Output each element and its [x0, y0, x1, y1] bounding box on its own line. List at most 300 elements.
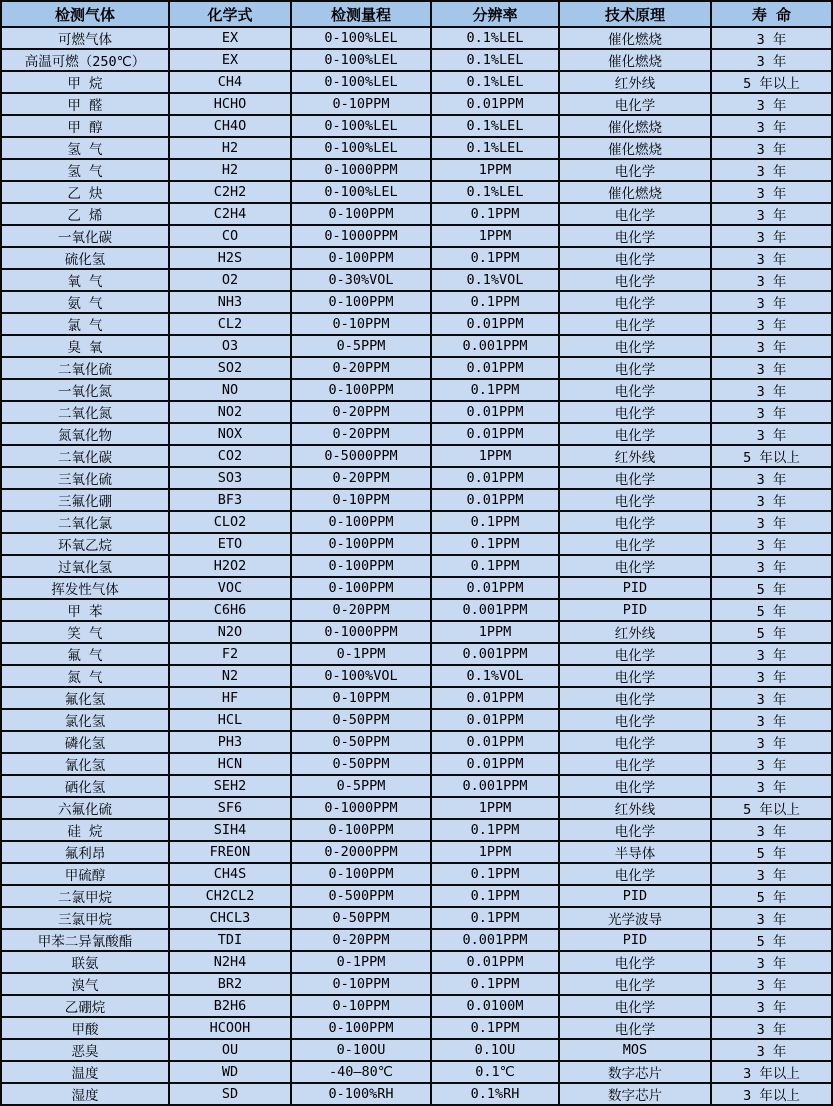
cell-principle: 电化学: [559, 555, 711, 577]
table-row: [1, 93, 832, 115]
cell-range: 0-5PPM: [291, 335, 431, 357]
cell-lifespan: 3 年: [711, 203, 832, 225]
cell-formula: CO: [169, 225, 291, 247]
cell-formula: CH4S: [169, 863, 291, 885]
cell-range: 0-100PPM: [291, 555, 431, 577]
table-row: [1, 313, 832, 335]
cell-gas: 硒化氢: [1, 775, 169, 797]
cell-range: 0-1000PPM: [291, 797, 431, 819]
cell-gas: 氟 气: [1, 643, 169, 665]
cell-range: 0-100PPM: [291, 511, 431, 533]
table-row: [1, 819, 832, 841]
cell-principle: PID: [559, 885, 711, 907]
cell-range: 0-20PPM: [291, 467, 431, 489]
table-row: [1, 445, 832, 467]
table-row: [1, 71, 832, 93]
cell-gas: 氯化氢: [1, 709, 169, 731]
cell-range: 0-100PPM: [291, 533, 431, 555]
cell-lifespan: 3 年: [711, 357, 832, 379]
cell-range: 0-10PPM: [291, 995, 431, 1017]
cell-lifespan: 3 年: [711, 973, 832, 995]
cell-range: 0-100PPM: [291, 577, 431, 599]
cell-gas: 氢 气: [1, 159, 169, 181]
cell-gas: 六氟化硫: [1, 797, 169, 819]
cell-range: 0-10PPM: [291, 93, 431, 115]
table-row: [1, 951, 832, 973]
cell-gas: 一氧化碳: [1, 225, 169, 247]
cell-resolution: 0.1PPM: [431, 1017, 559, 1039]
cell-formula: NOX: [169, 423, 291, 445]
cell-range: 0-10PPM: [291, 313, 431, 335]
table-row: [1, 907, 832, 929]
table-row: [1, 731, 832, 753]
cell-range: 0-1000PPM: [291, 225, 431, 247]
cell-range: 0-50PPM: [291, 709, 431, 731]
table-row: [1, 797, 832, 819]
cell-lifespan: 5 年以上: [711, 71, 832, 93]
cell-lifespan: 3 年: [711, 731, 832, 753]
cell-gas: 甲 醇: [1, 115, 169, 137]
table-row: [1, 137, 832, 159]
cell-lifespan: 3 年: [711, 423, 832, 445]
cell-formula: C2H2: [169, 181, 291, 203]
cell-resolution: 0.1PPM: [431, 247, 559, 269]
cell-resolution: 1PPM: [431, 621, 559, 643]
cell-resolution: 0.1%VOL: [431, 269, 559, 291]
cell-lifespan: 3 年: [711, 1039, 832, 1061]
cell-gas: 氨 气: [1, 291, 169, 313]
cell-principle: 电化学: [559, 973, 711, 995]
cell-principle: 电化学: [559, 1017, 711, 1039]
cell-formula: NH3: [169, 291, 291, 313]
cell-resolution: 0.01PPM: [431, 93, 559, 115]
cell-resolution: 0.01PPM: [431, 753, 559, 775]
cell-resolution: 0.01PPM: [431, 709, 559, 731]
cell-range: 0-1PPM: [291, 951, 431, 973]
cell-gas: 二氯甲烷: [1, 885, 169, 907]
cell-resolution: 0.001PPM: [431, 599, 559, 621]
cell-lifespan: 5 年: [711, 577, 832, 599]
cell-formula: CO2: [169, 445, 291, 467]
cell-lifespan: 3 年: [711, 863, 832, 885]
table-row: [1, 423, 832, 445]
cell-lifespan: 3 年: [711, 247, 832, 269]
cell-formula: O2: [169, 269, 291, 291]
cell-principle: 电化学: [559, 511, 711, 533]
table-row: [1, 577, 832, 599]
cell-lifespan: 3 年: [711, 489, 832, 511]
cell-gas: 甲酸: [1, 1017, 169, 1039]
col-header-formula: 化学式: [169, 1, 291, 27]
cell-formula: CHCL3: [169, 907, 291, 929]
cell-principle: 催化燃烧: [559, 27, 711, 49]
cell-resolution: 0.1PPM: [431, 379, 559, 401]
cell-resolution: 0.01PPM: [431, 313, 559, 335]
table-row: [1, 885, 832, 907]
cell-gas: 甲 醛: [1, 93, 169, 115]
cell-principle: 电化学: [559, 313, 711, 335]
cell-resolution: 0.1%LEL: [431, 137, 559, 159]
cell-range: 0-5000PPM: [291, 445, 431, 467]
cell-principle: PID: [559, 929, 711, 951]
cell-range: 0-100%LEL: [291, 27, 431, 49]
cell-lifespan: 5 年: [711, 841, 832, 863]
table-row: [1, 533, 832, 555]
cell-range: 0-100%LEL: [291, 115, 431, 137]
cell-principle: 光学波导: [559, 907, 711, 929]
cell-lifespan: 3 年: [711, 819, 832, 841]
cell-lifespan: 3 年: [711, 225, 832, 247]
cell-formula: BF3: [169, 489, 291, 511]
cell-formula: EX: [169, 27, 291, 49]
cell-principle: 催化燃烧: [559, 137, 711, 159]
cell-principle: 电化学: [559, 863, 711, 885]
cell-formula: H2: [169, 137, 291, 159]
table-row: [1, 203, 832, 225]
cell-lifespan: 3 年: [711, 665, 832, 687]
table-row: [1, 973, 832, 995]
table-row: [1, 181, 832, 203]
cell-principle: 半导体: [559, 841, 711, 863]
cell-gas: 氰化氢: [1, 753, 169, 775]
cell-formula: BR2: [169, 973, 291, 995]
cell-formula: O3: [169, 335, 291, 357]
cell-principle: 催化燃烧: [559, 181, 711, 203]
cell-resolution: 0.01PPM: [431, 687, 559, 709]
cell-range: 0-1PPM: [291, 643, 431, 665]
cell-lifespan: 3 年: [711, 335, 832, 357]
cell-range: 0-1000PPM: [291, 621, 431, 643]
cell-principle: 电化学: [559, 269, 711, 291]
cell-range: 0-100%LEL: [291, 137, 431, 159]
cell-principle: 红外线: [559, 621, 711, 643]
cell-gas: 三氟化硼: [1, 489, 169, 511]
cell-range: 0-50PPM: [291, 753, 431, 775]
header-row: [1, 1, 832, 27]
cell-range: 0-10OU: [291, 1039, 431, 1061]
cell-resolution: 0.1%LEL: [431, 49, 559, 71]
cell-principle: 电化学: [559, 775, 711, 797]
col-header-principle: 技术原理: [559, 1, 711, 27]
cell-gas: 甲苯二异氰酸酯: [1, 929, 169, 951]
table-row: [1, 225, 832, 247]
cell-gas: 乙 炔: [1, 181, 169, 203]
cell-principle: 电化学: [559, 203, 711, 225]
cell-lifespan: 5 年: [711, 885, 832, 907]
cell-principle: 电化学: [559, 753, 711, 775]
table-row: [1, 379, 832, 401]
cell-gas: 甲 烷: [1, 71, 169, 93]
cell-formula: SO3: [169, 467, 291, 489]
cell-lifespan: 3 年: [711, 907, 832, 929]
cell-gas: 可燃气体: [1, 27, 169, 49]
cell-range: 0-100%LEL: [291, 181, 431, 203]
table-row: [1, 335, 832, 357]
table-row: [1, 269, 832, 291]
cell-range: 0-100PPM: [291, 819, 431, 841]
cell-range: 0-50PPM: [291, 731, 431, 753]
table-row: [1, 247, 832, 269]
table-row: [1, 115, 832, 137]
cell-formula: HCOOH: [169, 1017, 291, 1039]
cell-lifespan: 3 年: [711, 995, 832, 1017]
cell-principle: 电化学: [559, 247, 711, 269]
cell-principle: 数字芯片: [559, 1061, 711, 1083]
cell-principle: 数字芯片: [559, 1083, 711, 1105]
cell-resolution: 0.01PPM: [431, 423, 559, 445]
cell-formula: C2H4: [169, 203, 291, 225]
cell-formula: FREON: [169, 841, 291, 863]
cell-lifespan: 3 年: [711, 643, 832, 665]
cell-range: 0-100PPM: [291, 379, 431, 401]
cell-principle: 电化学: [559, 93, 711, 115]
cell-gas: 乙硼烷: [1, 995, 169, 1017]
cell-range: 0-10PPM: [291, 973, 431, 995]
cell-formula: EX: [169, 49, 291, 71]
table-row: [1, 357, 832, 379]
cell-gas: 三氯甲烷: [1, 907, 169, 929]
cell-formula: HCHO: [169, 93, 291, 115]
cell-principle: 电化学: [559, 643, 711, 665]
cell-range: 0-100%VOL: [291, 665, 431, 687]
cell-resolution: 0.1PPM: [431, 973, 559, 995]
cell-lifespan: 3 年: [711, 269, 832, 291]
cell-range: 0-30%VOL: [291, 269, 431, 291]
cell-formula: OU: [169, 1039, 291, 1061]
cell-principle: MOS: [559, 1039, 711, 1061]
cell-gas: 氢 气: [1, 137, 169, 159]
cell-gas: 溴气: [1, 973, 169, 995]
table-row: [1, 1039, 832, 1061]
table-row: [1, 775, 832, 797]
cell-resolution: 0.1PPM: [431, 511, 559, 533]
cell-resolution: 0.1PPM: [431, 291, 559, 313]
table-row: [1, 709, 832, 731]
cell-resolution: 0.1PPM: [431, 555, 559, 577]
table-row: [1, 995, 832, 1017]
table-body: [1, 27, 832, 1105]
cell-gas: 一氧化氮: [1, 379, 169, 401]
cell-resolution: 0.1PPM: [431, 907, 559, 929]
cell-gas: 温度: [1, 1061, 169, 1083]
cell-principle: PID: [559, 577, 711, 599]
cell-lifespan: 5 年以上: [711, 797, 832, 819]
cell-lifespan: 3 年: [711, 775, 832, 797]
cell-resolution: 0.1%VOL: [431, 665, 559, 687]
cell-gas: 挥发性气体: [1, 577, 169, 599]
cell-formula: NO: [169, 379, 291, 401]
cell-formula: F2: [169, 643, 291, 665]
cell-gas: 乙 烯: [1, 203, 169, 225]
cell-resolution: 0.01PPM: [431, 401, 559, 423]
table-row: [1, 599, 832, 621]
cell-resolution: 0.01PPM: [431, 731, 559, 753]
cell-principle: 电化学: [559, 335, 711, 357]
cell-resolution: 0.001PPM: [431, 335, 559, 357]
cell-range: 0-1000PPM: [291, 159, 431, 181]
cell-principle: 电化学: [559, 423, 711, 445]
cell-principle: 红外线: [559, 797, 711, 819]
cell-resolution: 0.01PPM: [431, 577, 559, 599]
cell-range: 0-100PPM: [291, 247, 431, 269]
cell-resolution: 0.01PPM: [431, 357, 559, 379]
cell-resolution: 0.001PPM: [431, 929, 559, 951]
cell-gas: 甲硫醇: [1, 863, 169, 885]
cell-principle: 电化学: [559, 291, 711, 313]
table-row: [1, 555, 832, 577]
cell-range: 0-20PPM: [291, 929, 431, 951]
cell-resolution: 0.1%LEL: [431, 71, 559, 93]
cell-formula: CL2: [169, 313, 291, 335]
cell-formula: SIH4: [169, 819, 291, 841]
table-row: [1, 1083, 832, 1105]
cell-resolution: 1PPM: [431, 159, 559, 181]
cell-principle: 电化学: [559, 709, 711, 731]
table-row: [1, 841, 832, 863]
cell-formula: TDI: [169, 929, 291, 951]
cell-gas: 二氧化碳: [1, 445, 169, 467]
cell-formula: H2: [169, 159, 291, 181]
cell-gas: 高温可燃（250℃）: [1, 49, 169, 71]
cell-gas: 氮 气: [1, 665, 169, 687]
cell-lifespan: 3 年: [711, 753, 832, 775]
cell-range: -40—80℃: [291, 1061, 431, 1083]
cell-gas: 磷化氢: [1, 731, 169, 753]
cell-resolution: 0.001PPM: [431, 775, 559, 797]
cell-formula: NO2: [169, 401, 291, 423]
col-header-resolution: 分辨率: [431, 1, 559, 27]
cell-lifespan: 3 年: [711, 709, 832, 731]
cell-resolution: 0.1OU: [431, 1039, 559, 1061]
cell-formula: SO2: [169, 357, 291, 379]
cell-principle: 电化学: [559, 379, 711, 401]
cell-formula: N2H4: [169, 951, 291, 973]
cell-gas: 过氧化氢: [1, 555, 169, 577]
cell-formula: WD: [169, 1061, 291, 1083]
cell-lifespan: 3 年: [711, 687, 832, 709]
cell-lifespan: 3 年: [711, 951, 832, 973]
cell-lifespan: 5 年: [711, 929, 832, 951]
col-header-lifespan: 寿 命: [711, 1, 832, 27]
cell-resolution: 0.1%RH: [431, 1083, 559, 1105]
cell-principle: 电化学: [559, 819, 711, 841]
cell-lifespan: 3 年: [711, 159, 832, 181]
table-row: [1, 467, 832, 489]
cell-resolution: 0.1PPM: [431, 203, 559, 225]
cell-range: 0-100PPM: [291, 863, 431, 885]
cell-resolution: 1PPM: [431, 225, 559, 247]
cell-principle: 电化学: [559, 489, 711, 511]
cell-resolution: 0.1%LEL: [431, 115, 559, 137]
cell-formula: PH3: [169, 731, 291, 753]
cell-resolution: 1PPM: [431, 797, 559, 819]
cell-gas: 笑 气: [1, 621, 169, 643]
cell-resolution: 0.1℃: [431, 1061, 559, 1083]
table-row: [1, 489, 832, 511]
table-row: [1, 929, 832, 951]
cell-resolution: 0.1PPM: [431, 533, 559, 555]
cell-gas: 恶臭: [1, 1039, 169, 1061]
cell-principle: 催化燃烧: [559, 115, 711, 137]
cell-lifespan: 3 年: [711, 511, 832, 533]
cell-principle: 电化学: [559, 665, 711, 687]
cell-lifespan: 5 年: [711, 621, 832, 643]
cell-principle: 红外线: [559, 445, 711, 467]
cell-range: 0-100PPM: [291, 1017, 431, 1039]
cell-range: 0-20PPM: [291, 599, 431, 621]
cell-lifespan: 5 年: [711, 599, 832, 621]
cell-lifespan: 3 年: [711, 115, 832, 137]
cell-lifespan: 3 年: [711, 93, 832, 115]
cell-formula: N2: [169, 665, 291, 687]
cell-principle: 电化学: [559, 159, 711, 181]
cell-formula: B2H6: [169, 995, 291, 1017]
cell-lifespan: 3 年: [711, 181, 832, 203]
cell-principle: 电化学: [559, 467, 711, 489]
cell-formula: SEH2: [169, 775, 291, 797]
cell-resolution: 0.1%LEL: [431, 27, 559, 49]
cell-formula: CH4O: [169, 115, 291, 137]
cell-lifespan: 3 年: [711, 27, 832, 49]
cell-lifespan: 3 年: [711, 467, 832, 489]
cell-lifespan: 3 年以上: [711, 1061, 832, 1083]
cell-resolution: 1PPM: [431, 841, 559, 863]
cell-gas: 湿度: [1, 1083, 169, 1105]
cell-range: 0-100%LEL: [291, 49, 431, 71]
cell-range: 0-500PPM: [291, 885, 431, 907]
cell-principle: 电化学: [559, 951, 711, 973]
cell-gas: 氧 气: [1, 269, 169, 291]
table-row: [1, 621, 832, 643]
cell-principle: 电化学: [559, 225, 711, 247]
table-row: [1, 753, 832, 775]
cell-lifespan: 3 年: [711, 137, 832, 159]
cell-resolution: 0.1%LEL: [431, 181, 559, 203]
cell-range: 0-5PPM: [291, 775, 431, 797]
cell-gas: 氟化氢: [1, 687, 169, 709]
cell-range: 0-100PPM: [291, 203, 431, 225]
table-row: [1, 1061, 832, 1083]
cell-resolution: 0.1PPM: [431, 885, 559, 907]
cell-lifespan: 3 年: [711, 1017, 832, 1039]
cell-lifespan: 3 年以上: [711, 1083, 832, 1105]
cell-formula: VOC: [169, 577, 291, 599]
cell-formula: CLO2: [169, 511, 291, 533]
cell-resolution: 0.01PPM: [431, 951, 559, 973]
cell-range: 0-10PPM: [291, 687, 431, 709]
cell-gas: 联氨: [1, 951, 169, 973]
col-header-gas: 检测气体: [1, 1, 169, 27]
cell-formula: HCN: [169, 753, 291, 775]
cell-range: 0-20PPM: [291, 401, 431, 423]
table-row: [1, 1017, 832, 1039]
table-row: [1, 511, 832, 533]
cell-gas: 硫化氢: [1, 247, 169, 269]
cell-lifespan: 3 年: [711, 379, 832, 401]
cell-resolution: 0.1PPM: [431, 863, 559, 885]
table-row: [1, 687, 832, 709]
cell-lifespan: 3 年: [711, 291, 832, 313]
cell-gas: 硅 烷: [1, 819, 169, 841]
cell-gas: 氟利昂: [1, 841, 169, 863]
cell-principle: 电化学: [559, 995, 711, 1017]
table-row: [1, 863, 832, 885]
cell-range: 0-20PPM: [291, 423, 431, 445]
cell-principle: 红外线: [559, 71, 711, 93]
cell-gas: 二氧化氯: [1, 511, 169, 533]
table-row: [1, 401, 832, 423]
table-row: [1, 49, 832, 71]
